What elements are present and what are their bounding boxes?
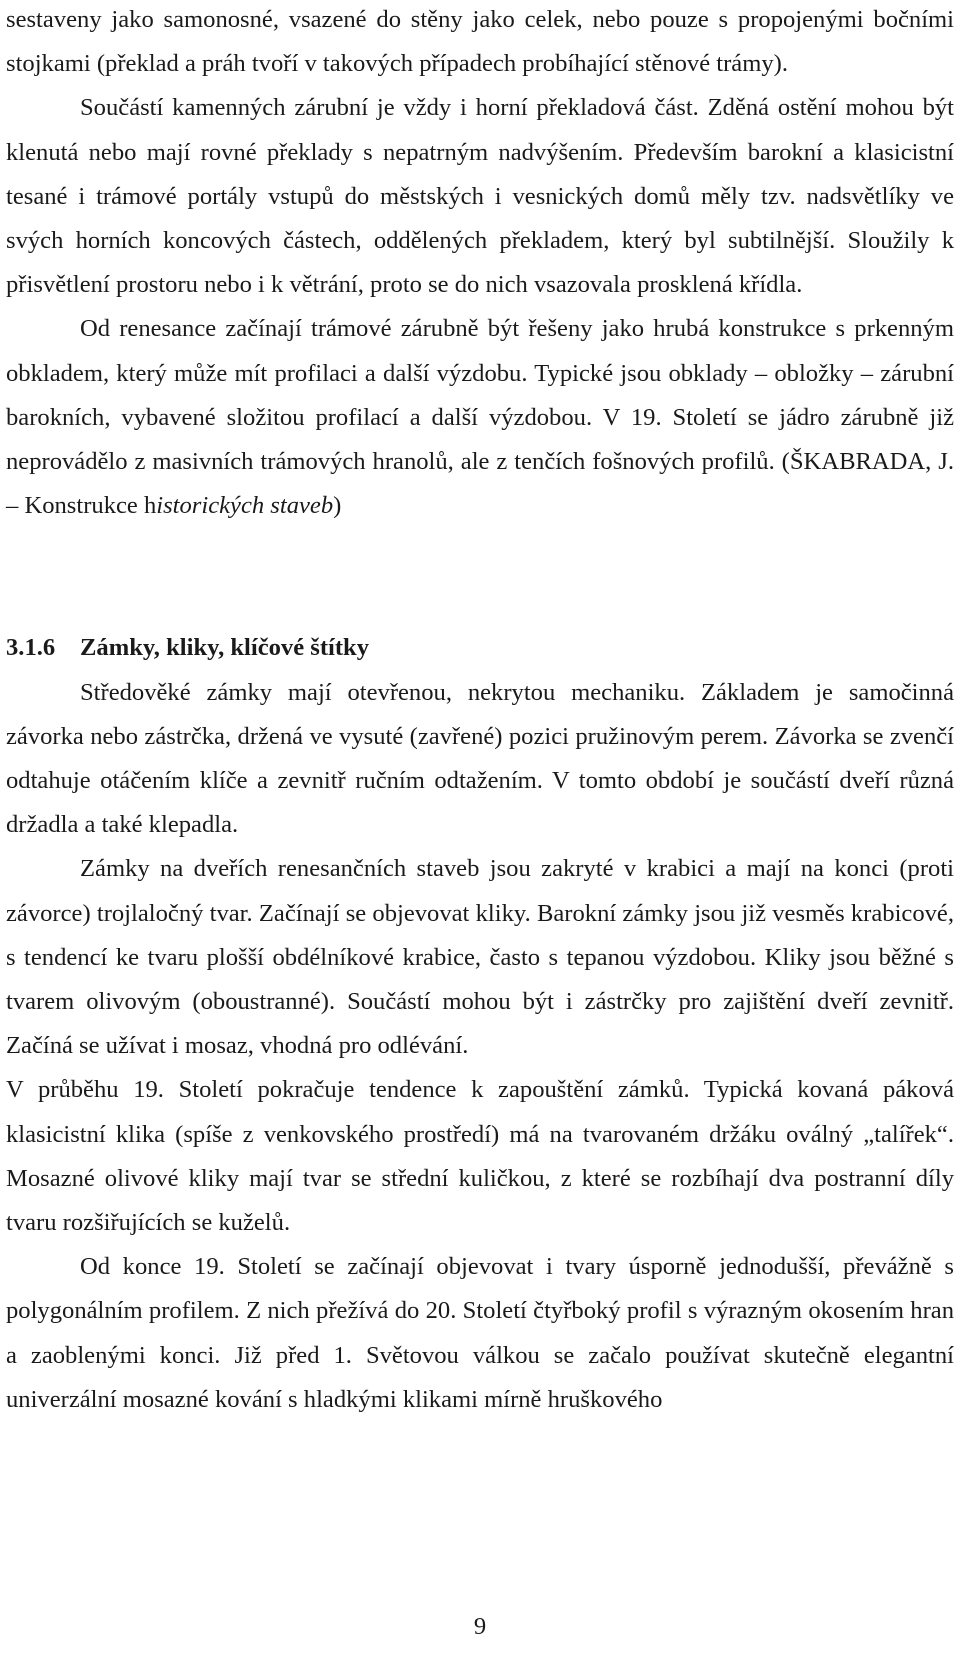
page-body	[6, 0, 954, 1422]
page-number: 9	[473, 1613, 487, 1640]
section-heading	[6, 626, 954, 670]
paragraph-continuation: sestaveny jako samonosné, vsazené do stěny jako celek, nebo pouze s propojenými bočními stojkami (překlad a práh tvoří v takových případech probíhající stěnové trámy).	[6, 6, 954, 78]
citation-italic: istorických staveb	[156, 492, 334, 520]
paragraph-renaissance-text: Od renesance začínají trámové zárubně být řešeny jako hrubá konstrukce s prkenným obkladem, který může mít profilaci a další výzdobu. Typické jsou obklady – obložky – zárubní barokních, vybavené složitou profilací a další výzdobou. V 19. Století se jádro zárubně již neprovádělo z masivních trámových hranolů, ale z tenčích fošnových profilů. (ŠKABRADA, J. – Konstrukce h	[6, 315, 954, 520]
paragraph-late-19th-century: Od konce 19. Století se začínají objevovat i tvary úsporně jednodušší, převážně s polygonálním profilem. Z nich přežívá do 20. Století čtyřboký profil s výrazným okosením hran a zaoblenými konci. Již před 1. Světovou válkou se začalo používat skutečně elegantní univerzální mosazné kování s hladkými klikami mírně hruškového	[6, 1253, 954, 1413]
paragraph-door-frames: Součástí kamenných zárubní je vždy i horní překladová část. Zděná ostění mohou být klenutá nebo mají rovné překlady s nepatrným nadvýšením. Především barokní a klasicistní tesané i trámové portály vstupů do městských i vesnických domů měly tzv. nadsvětlíky ve svých horních koncových částech, oddělených překladem, který byl subtilnější. Sloužily k přisvětlení prostoru nebo i k větrání, proto se do nich vsazovala prosklená křídla.	[6, 94, 954, 299]
section-spacer	[6, 528, 954, 626]
paragraph-renaissance-locks: Zámky na dveřích renesančních staveb jsou zakryté v krabici a mají na konci (proti závorce) trojlaločný tvar. Začínají se objevovat kliky. Barokní zámky jsou již vesměs krabicové, s tendencí ke tvaru plošší obdélníkové krabice, často s tepanou výzdobou. Kliky jsou běžné s tvarem olivovým (oboustranné). Součástí mohou být i zástrčky pro zajištění dveří zevnitř. Začíná se užívat i mosaz, vhodná pro odlévání.	[6, 855, 954, 1060]
section-title: Zámky, kliky, klíčové štítky	[80, 634, 370, 662]
paragraph-19th-century: V průběhu 19. Století pokračuje tendence k zapouštění zámků. Typická kovaná páková klasicistní klika (spíše z venkovského prostředí) má na tvarovaném držáku oválný „talířek“. Mosazné olivové kliky mají tvar se střední kuličkou, z které se rozbíhají dva postranní díly tvaru rozšiřujících se kuželů.	[6, 1076, 954, 1237]
section-number: 3.1.6	[6, 634, 56, 662]
citation-close: )	[333, 492, 342, 520]
paragraph-medieval-locks: Středověké zámky mají otevřenou, nekrytou mechaniku. Základem je samočinná závorka nebo zástrčka, držená ve vysuté (zavřené) pozici pružinovým perem. Závorka se zvenčí odtahuje otáčením klíče a zevnitř ručním odtažením. V tomto období je součástí dveří různá držadla a také klepadla.	[6, 678, 954, 839]
paragraph-renaissance-frames	[6, 307, 954, 528]
